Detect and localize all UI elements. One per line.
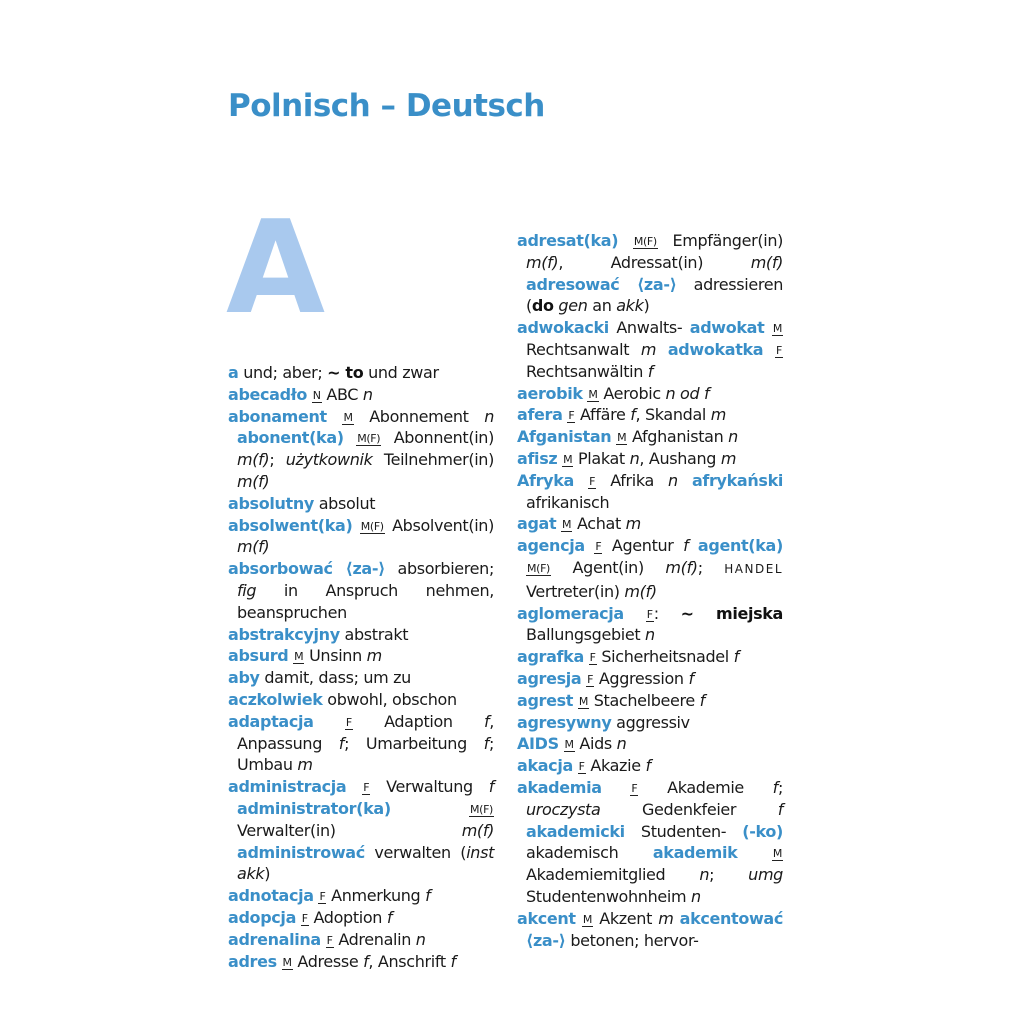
dictionary-entry <box>517 426 783 448</box>
dictionary-entry <box>517 646 783 668</box>
translation-text: Afghanistan <box>627 427 729 447</box>
grammar-abbrev: m <box>658 908 674 928</box>
headword: absurd <box>228 646 289 666</box>
gender-marker: F <box>301 911 308 925</box>
gender-marker: M <box>617 431 627 445</box>
dictionary-entry <box>517 513 783 535</box>
translation-text: Akzent <box>593 908 659 928</box>
grammar-abbrev: n <box>362 384 373 404</box>
translation-text: ; <box>777 777 783 797</box>
translation-text: Adrenalin <box>333 929 416 949</box>
headword: aerobik <box>517 383 583 403</box>
dictionary-entry <box>228 384 494 406</box>
dictionary-entry <box>517 317 783 382</box>
grammar-abbrev: m(f) <box>750 252 783 272</box>
translation-text: Absolvent(in) <box>384 515 494 535</box>
gender-marker: F <box>776 343 782 357</box>
headword: AIDS <box>517 734 559 754</box>
sub-headword: agent(ka) <box>697 536 783 556</box>
translation-text: Afrika <box>596 470 669 490</box>
grammar-abbrev: n <box>668 470 678 490</box>
translation-text: in Anspruch nehmen, beanspruchen <box>237 580 494 622</box>
sub-headword: adwokat <box>689 318 765 338</box>
grammar-abbrev: m(f) <box>624 581 657 601</box>
translation-text: , Anpassung <box>237 711 494 753</box>
headword: Afryka <box>517 470 575 490</box>
headword: afisz <box>517 448 558 468</box>
grammar-abbrev: gen <box>558 296 588 316</box>
gender-marker: M <box>564 738 574 752</box>
grammar-abbrev: f <box>488 777 494 797</box>
grammar-abbrev: f <box>688 668 694 688</box>
dictionary-entry <box>228 885 494 907</box>
dictionary-entry <box>228 667 494 689</box>
translation-text: Adresse <box>292 951 364 971</box>
translation-text <box>624 604 646 623</box>
gender-marker: M <box>582 912 593 926</box>
translation-text <box>688 536 698 555</box>
headword: agresja <box>517 668 582 688</box>
grammar-abbrev: f <box>683 536 689 556</box>
gender-marker: F <box>587 672 594 686</box>
headword: akcent <box>517 908 576 928</box>
translation-text: , Aushang <box>639 448 721 468</box>
dictionary-entry <box>228 951 494 973</box>
translation-text: Abonnent(in) <box>381 428 494 448</box>
headword: agencja <box>517 536 585 556</box>
dictionary-entry <box>228 515 494 559</box>
section-letter: A <box>226 194 326 343</box>
grammar-abbrev: inst akk <box>237 842 494 884</box>
translation-text: Agentur <box>602 536 684 556</box>
dictionary-entry <box>228 907 494 929</box>
grammar-abbrev: n <box>415 929 426 949</box>
phrase: ~ to <box>327 363 364 382</box>
gender-marker: M <box>282 955 292 969</box>
dictionary-entry <box>517 668 783 690</box>
gender-marker: F <box>319 890 326 904</box>
headword: a <box>228 363 239 382</box>
dictionary-column-right <box>517 230 783 951</box>
headword: aczkolwiek <box>228 689 323 709</box>
dictionary-entry <box>517 712 783 734</box>
page-title: Polnisch – Deutsch <box>228 88 545 124</box>
headword: abstrakcyjny <box>228 624 340 644</box>
translation-text: Vertreter(in) <box>526 581 625 601</box>
headword: adnotacja <box>228 886 314 906</box>
headword: aglomeracja <box>517 603 624 623</box>
translation-text <box>327 407 343 426</box>
gender-marker: M(F) <box>357 432 381 446</box>
grammar-abbrev: m <box>710 405 726 425</box>
grammar-abbrev: n od f <box>665 383 710 403</box>
translation-text: Akademie <box>638 777 773 797</box>
dictionary-entry <box>517 470 783 514</box>
gender-marker: M <box>563 452 573 466</box>
headword: absolwent(ka) <box>228 515 353 535</box>
translation-text: , Skandal <box>635 405 711 425</box>
translation-text: Studenten- <box>624 821 743 841</box>
translation-text <box>764 318 771 337</box>
sub-headword: adwokatka <box>667 339 764 359</box>
gender-marker: M <box>578 694 588 708</box>
dictionary-entry <box>228 645 494 667</box>
dictionary-entry <box>517 535 783 602</box>
dictionary-entry <box>228 406 494 493</box>
sub-headword: administrator(ka) <box>237 798 391 818</box>
grammar-abbrev: f <box>483 733 489 753</box>
grammar-abbrev: m <box>640 339 657 359</box>
grammar-abbrev: m(f) <box>665 557 698 577</box>
translation-text: Affäre <box>575 405 631 425</box>
grammar-abbrev: m <box>297 755 313 775</box>
grammar-abbrev: n <box>645 625 655 645</box>
sub-headword: administrować <box>237 842 365 862</box>
headword: afera <box>517 405 563 425</box>
gender-marker: F <box>326 933 333 947</box>
sub-headword: akademik <box>652 843 738 863</box>
translation-text: ; Umbau <box>237 733 494 775</box>
headword: adres <box>228 951 277 971</box>
translation-text: Anwalts- <box>608 318 690 338</box>
grammar-abbrev: f <box>450 951 456 971</box>
translation-text: Teilnehmer(in) <box>372 450 494 470</box>
sub-headword: (-ko) <box>742 821 783 841</box>
dictionary-entry <box>228 558 494 623</box>
translation-text: Agent(in) <box>551 557 666 577</box>
dictionary-column-left <box>228 362 494 972</box>
grammar-abbrev: f <box>772 777 778 797</box>
translation-text: verwalten ( <box>364 842 467 862</box>
translation-text <box>314 712 345 731</box>
translation-text: Unsinn <box>304 646 367 666</box>
gender-marker: M <box>562 518 572 532</box>
translation-text <box>656 340 668 359</box>
dictionary-entry <box>517 230 783 317</box>
dictionary-entry <box>228 711 494 776</box>
translation-text: Studentenwohnheim <box>526 886 691 906</box>
translation-text: und; aber; <box>238 363 328 382</box>
grammar-abbrev: użytkownik <box>285 450 373 470</box>
translation-text <box>678 471 692 490</box>
grammar-abbrev: akk <box>616 296 644 316</box>
grammar-abbrev: f <box>363 951 369 971</box>
dictionary-entry <box>228 362 494 384</box>
gender-marker: F <box>631 781 638 795</box>
translation-text: betonen; hervor- <box>565 930 699 950</box>
translation-text: afrikanisch <box>526 492 610 512</box>
grammar-abbrev: m(f) <box>461 820 494 840</box>
translation-text: absolut <box>313 493 376 513</box>
grammar-abbrev: fig <box>237 580 257 600</box>
sub-headword: adresować ⟨za-⟩ <box>526 274 677 294</box>
grammar-abbrev: m <box>720 448 737 468</box>
translation-text: ; <box>269 450 286 470</box>
translation-text: Akazie <box>585 756 646 776</box>
gender-marker: F <box>568 409 575 423</box>
gender-marker: M(F) <box>633 235 657 248</box>
phrase: do <box>531 296 554 316</box>
grammar-abbrev: umg <box>748 865 783 885</box>
grammar-abbrev: f <box>338 733 345 753</box>
dictionary-entry <box>228 776 494 885</box>
translation-text <box>344 428 356 447</box>
gender-marker: M <box>588 387 598 401</box>
gender-marker: M(F) <box>469 802 493 816</box>
gender-marker: F <box>578 760 585 774</box>
grammar-abbrev: n <box>728 427 738 447</box>
translation-text <box>763 340 775 359</box>
grammar-abbrev: f <box>733 647 739 667</box>
translation-text: Empfänger(in) <box>657 231 783 250</box>
dictionary-entry <box>517 383 783 405</box>
headword: agresywny <box>517 712 612 732</box>
translation-text: absorbieren; <box>385 559 495 579</box>
translation-text <box>618 231 633 250</box>
grammar-abbrev: n <box>699 865 710 885</box>
dictionary-entry <box>517 733 783 755</box>
headword: absorbować ⟨za-⟩ <box>228 559 386 579</box>
translation-text: Gedenkfeier <box>600 799 778 819</box>
headword: adrenalina <box>228 929 321 949</box>
translation-text: Verwaltung <box>370 777 489 797</box>
grammar-abbrev: uroczysta <box>526 799 601 819</box>
headword: akademia <box>517 777 602 797</box>
headword: agat <box>517 514 557 534</box>
translation-text: Akademiemitglied <box>526 865 700 885</box>
grammar-abbrev: m(f) <box>237 450 270 470</box>
gender-marker: F <box>646 607 653 621</box>
domain-label: HANDEL <box>724 561 783 576</box>
sub-headword: akcentować ⟨za-⟩ <box>526 908 783 950</box>
grammar-abbrev: m <box>366 646 382 666</box>
grammar-abbrev: f <box>645 756 651 776</box>
translation-text: damit, dass; um zu <box>259 668 411 688</box>
gender-marker: M <box>772 322 782 336</box>
translation-text <box>391 799 469 818</box>
headword: aby <box>228 668 260 688</box>
gender-marker: F <box>589 474 596 488</box>
translation-text: , Adressat(in) <box>558 252 751 272</box>
headword: akacja <box>517 756 573 776</box>
translation-text: akademisch <box>526 843 653 863</box>
translation-text: Anmerkung <box>326 886 426 906</box>
dictionary-entry <box>517 404 783 426</box>
dictionary-entry <box>228 689 494 711</box>
translation-text: ; <box>709 865 749 885</box>
headword: adaptacja <box>228 711 314 731</box>
translation-text: Rechtsanwalt <box>526 339 641 359</box>
gender-marker: N <box>312 388 321 402</box>
gender-marker: M <box>343 410 353 424</box>
translation-text: Aerobic <box>598 383 666 403</box>
translation-text <box>346 777 362 796</box>
grammar-abbrev: m(f) <box>237 471 270 491</box>
translation-text: an <box>587 296 617 316</box>
translation-text: ) <box>643 296 650 316</box>
translation-text: Aggression <box>594 668 689 688</box>
translation-text: Rechtsanwältin <box>526 361 648 381</box>
dictionary-entry <box>517 777 783 908</box>
translation-text: , Anschrift <box>368 951 451 971</box>
translation-text: ; Umarbeitung <box>344 733 484 753</box>
translation-text: Adaption <box>352 711 484 731</box>
translation-text <box>737 843 771 862</box>
grammar-abbrev: f <box>630 405 636 425</box>
grammar-abbrev: f <box>699 690 705 710</box>
grammar-abbrev: f <box>386 907 393 927</box>
gender-marker: M <box>772 847 782 861</box>
translation-text: Stachelbeere <box>588 690 700 710</box>
headword: abonament <box>228 406 327 426</box>
grammar-abbrev: f <box>483 711 490 731</box>
dictionary-entry <box>517 755 783 777</box>
translation-text <box>352 516 359 535</box>
translation-text: Abonnement <box>353 406 485 426</box>
translation-text: abstrakt <box>339 624 409 644</box>
translation-text: adressieren ( <box>526 274 783 316</box>
dictionary-entry <box>517 448 783 470</box>
gender-marker: F <box>589 651 596 665</box>
headword: abecadło <box>228 384 307 404</box>
sub-headword: adresat(ka) <box>517 231 619 250</box>
grammar-abbrev: n <box>629 448 640 468</box>
translation-text: Achat <box>572 514 626 534</box>
headword: Afganistan <box>517 427 612 447</box>
translation-text: und zwar <box>363 363 439 382</box>
phrase: ~ miejska <box>680 603 784 623</box>
translation-text: Ballungsgebiet <box>526 625 646 645</box>
grammar-abbrev: m(f) <box>237 537 270 557</box>
dictionary-entry <box>228 929 494 951</box>
translation-text: : <box>653 603 681 623</box>
headword: absolutny <box>228 493 314 513</box>
translation-text: Verwalter(in) <box>237 820 462 840</box>
translation-text: Aids <box>574 734 617 754</box>
dictionary-entry <box>517 908 783 952</box>
grammar-abbrev: f <box>425 886 431 906</box>
dictionary-entry <box>517 690 783 712</box>
grammar-abbrev: f <box>777 799 783 819</box>
translation-text <box>585 536 595 555</box>
translation-text: ) <box>264 864 271 884</box>
translation-text: aggressiv <box>611 712 690 732</box>
gender-marker: M <box>294 650 304 664</box>
translation-text: ; <box>697 557 725 577</box>
translation-text: Adoption <box>308 907 387 927</box>
gender-marker: M(F) <box>527 561 551 575</box>
grammar-abbrev: n <box>616 734 627 754</box>
translation-text <box>602 778 631 797</box>
sub-headword: afrykański <box>691 470 783 490</box>
dictionary-entry <box>228 493 494 515</box>
sub-headword: abonent(ka) <box>237 428 344 448</box>
gender-marker: F <box>595 540 602 554</box>
translation-text: obwohl, obschon <box>322 689 457 709</box>
gender-marker: M(F) <box>360 519 384 533</box>
headword: agrest <box>517 690 574 710</box>
grammar-abbrev: n <box>690 886 701 906</box>
headword: agrafka <box>517 647 584 667</box>
grammar-abbrev: n <box>484 406 494 426</box>
translation-text: Sicherheitsnadel <box>596 647 734 667</box>
headword: adopcja <box>228 907 297 927</box>
translation-text <box>574 471 588 490</box>
sub-headword: akademicki <box>526 821 625 841</box>
translation-text: ABC <box>321 384 363 404</box>
translation-text: Plakat <box>573 448 630 468</box>
dictionary-entry <box>228 624 494 646</box>
gender-marker: F <box>345 715 352 729</box>
headword: adwokacki <box>517 318 609 338</box>
grammar-abbrev: f <box>647 361 654 381</box>
headword: administracja <box>228 777 347 797</box>
gender-marker: F <box>363 781 370 795</box>
grammar-abbrev: m(f) <box>526 252 559 272</box>
dictionary-entry <box>517 603 783 647</box>
grammar-abbrev: m <box>625 514 641 534</box>
